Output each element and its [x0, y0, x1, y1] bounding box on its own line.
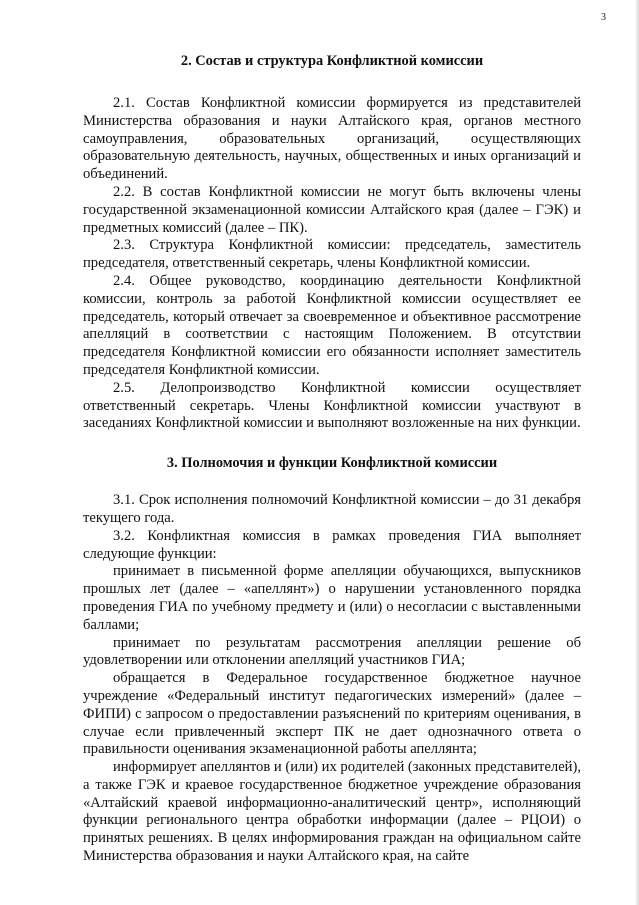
paragraph-3-2: 3.2. Конфликтная комиссия в рамках проведения ГИА выполняет следующие функции:: [83, 527, 581, 562]
document-body: [83, 52, 581, 866]
section-3-title: 3. Полномочия и функции Конфликтной комиссии: [166, 455, 498, 472]
function-item-decision: принимает по результатам рассмотрения апелляции решение об удовлетворении или отклонении апелляций участников ГИА;: [83, 634, 581, 669]
paragraph-2-5: 2.5. Делопроизводство Конфликтной комиссии осуществляет ответственный секретарь. Члены Конфликтной комиссии участвуют в заседаниях Конфликтной комиссии и выполняют возложенные на них функции.: [83, 379, 581, 432]
paragraph-2-3: 2.3. Структура Конфликтной комиссии: председатель, заместитель председателя, ответственный секретарь, члены Конфликтной комиссии.: [83, 237, 581, 272]
paragraph-2-1: 2.1. Состав Конфликтной комиссии формируется из представителей Министерства образования и науки Алтайского края, органов местного самоуправления, образовательных организаций, осуществляющих образовательную деятельность, научных, общественных и иных организаций и объединений.: [83, 95, 581, 183]
function-item-fipi: обращается в Федеральное государственное бюджетное научное учреждение «Федеральный институт педагогических измерений» (далее – ФИПИ) с запросом о предоставлении разъяснений по критериям оценивания, в случае если привлеченный эксперт ПК не дает однозначного ответа о правильности оценивания экзаменационной работы апеллянта;: [83, 670, 581, 758]
paragraph-2-2: 2.2. В состав Конфликтной комиссии не могут быть включены члены государственной экзаменационной комиссии Алтайского края (далее – ГЭК) и предметных комиссий (далее – ПК).: [83, 183, 581, 236]
page-edge-shadow: [635, 0, 639, 905]
section-2-title: 2. Состав и структура Конфликтной комиссии: [180, 53, 484, 69]
function-item-appeals: принимает в письменной форме апелляции обучающихся, выпускников прошлых лет (далее – «апеллянт») о нарушении установленного порядка проведения ГИА по учебному предмету и (или) о несогласии с выставленными баллами;: [83, 563, 581, 633]
paragraph-3-1: 3.1. Срок исполнения полномочий Конфликтной комиссии – до 31 декабря текущего года.: [83, 492, 581, 526]
function-item-inform: информирует апеллянтов и (или) их родителей (законных представителей), а также ГЭК и краевое государственное бюджетное учреждение образования «Алтайский краевой информационно-аналитический центр», исполняющий функции регионального центра обработки информации (далее – РЦОИ) о принятых решениях. В целях информирования граждан на официальном сайте Министерства образования и науки Алтайского края, на сайте: [83, 759, 581, 865]
paragraph-2-4: 2.4. Общее руководство, координацию деятельности Конфликтной комиссии, контроль за работой Конфликтной комиссии осуществляет ее председатель, который отвечает за своевременное и объективное рассмотрение апелляций в соответствии с настоящим Положением. В отсутствии председателя Конфликтной комиссии его обязанности исполняет заместитель председателя Конфликтной комиссии.: [83, 272, 581, 378]
page-number: 3: [601, 12, 606, 23]
